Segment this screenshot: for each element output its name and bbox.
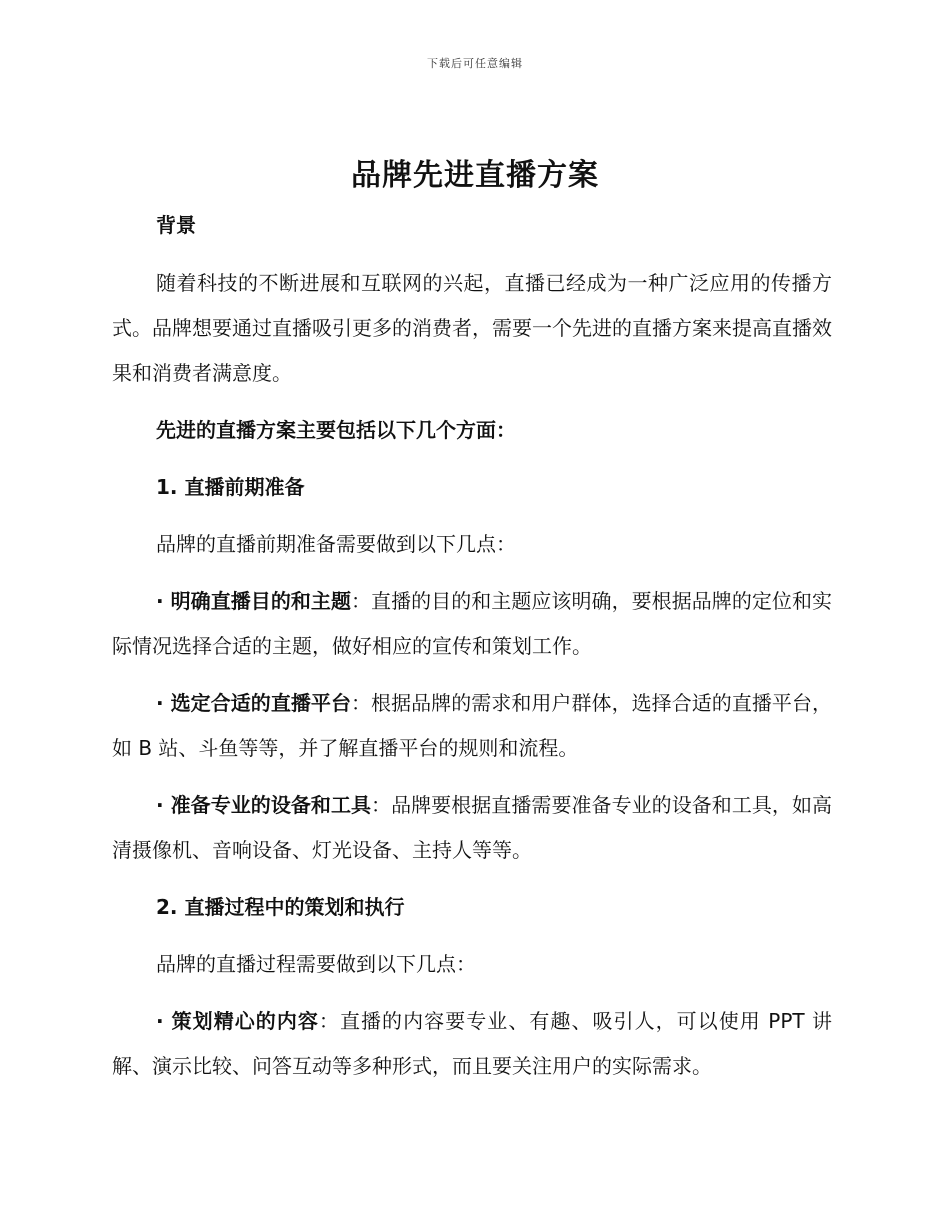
list-item-text: ：根据品牌的需求和用户群体，选择合适的直播平台，如 B 站、斗鱼等等，并了解直播平台的规则和流程。 — [112, 691, 833, 760]
document-body — [112, 203, 832, 1089]
section2-intro: 品牌的直播过程需要做到以下几点： — [156, 952, 476, 976]
section1-intro: 品牌的直播前期准备需要做到以下几点： — [156, 532, 516, 556]
background-paragraph: 随着科技的不断进展和互联网的兴起，直播已经成为一种广泛应用的传播方式。品牌想要通过直播吸引更多的消费者，需要一个先进的直播方案来提高直播效果和消费者满意度。 — [112, 271, 832, 385]
list-item-text: ：直播的目的和主题应该明确，要根据品牌的定位和实际情况选择合适的主题，做好相应的宣传和策划工作。 — [112, 589, 833, 658]
background-heading: 背景 — [156, 213, 196, 237]
list-item-title: · 策划精心的内容 — [156, 1009, 319, 1033]
page-header-note: 下载后可任意编辑 — [427, 57, 523, 70]
list-item-title: · 选定合适的直播平台 — [156, 691, 351, 715]
overview-heading: 先进的直播方案主要包括以下几个方面： — [156, 418, 516, 442]
document-title: 品牌先进直播方案 — [351, 158, 599, 193]
list-item — [112, 999, 832, 1089]
list-item — [112, 783, 832, 873]
list-item-title: · 明确直播目的和主题 — [156, 589, 351, 613]
list-item — [112, 681, 832, 771]
list-item-text: ：品牌要根据直播需要准备专业的设备和工具，如高清摄像机、音响设备、灯光设备、主持人等等。 — [112, 793, 833, 862]
section2-heading: 2. 直播过程中的策划和执行 — [156, 895, 405, 919]
section1-heading: 1. 直播前期准备 — [156, 475, 305, 499]
list-item-text: ：直播的内容要专业、有趣、吸引人，可以使用 PPT 讲解、演示比较、问答互动等多种形式，而且要关注用户的实际需求。 — [112, 1009, 832, 1078]
list-item — [112, 579, 832, 669]
list-item-title: · 准备专业的设备和工具 — [156, 793, 372, 817]
